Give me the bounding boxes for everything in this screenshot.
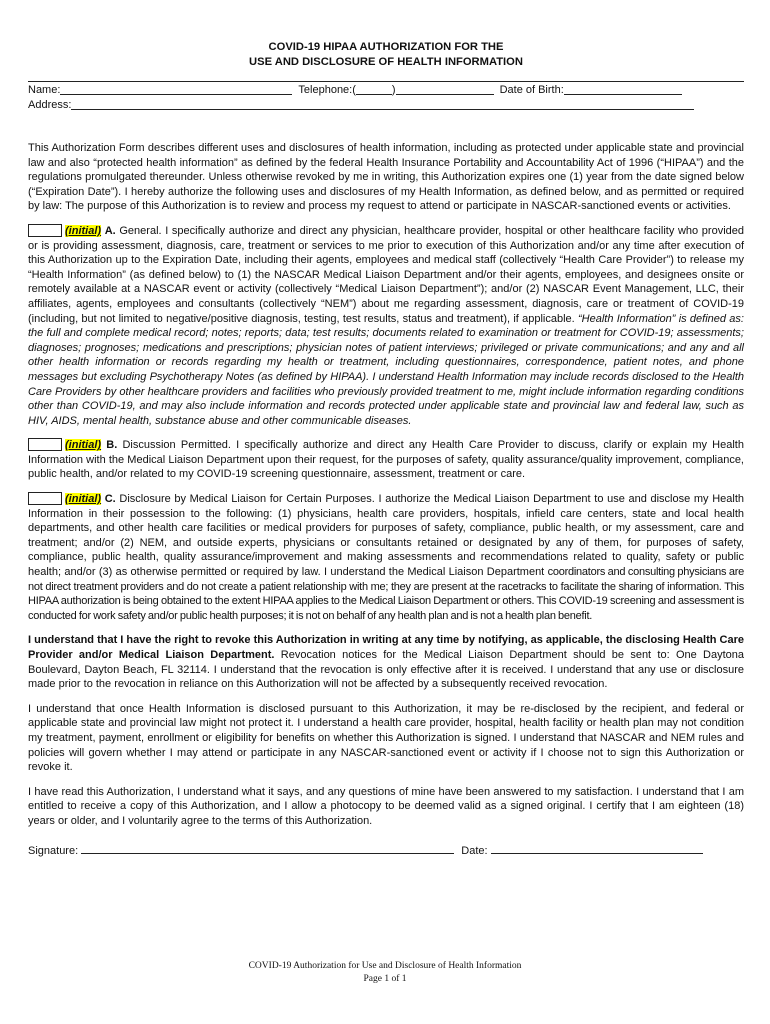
section-a-text: General. I specifically authorize and direct any physician, healthcare provider, hospital or other healthcare facility who provided or is providing assessment, diagnosis, care, treatment or services to me prior to execution of this Authorization and/or any time after execution of this Authorization up to the Expiration Date, including their agents, employees and medical staff (collectively “Health Care Provider”) to release my “Health Information” (as defined below) to (1) the NASCAR Medical Liaison Department and/or their agents, employees, and designees onsite or remotely available at a NASCAR event or activity (collectively “Medical Liaison Department”); and/or (2) NASCAR Event Management, LLC, their affiliates, agents, employees and consultants (collectively “NEM”) about me regarding assessment, diagnosis, care or treatment of COVID-19 (including, but not limited to negative/positive diagnosis, testing, test results, status and treatment), if applicable. bbox=[28, 224, 744, 325]
section-a bbox=[28, 224, 744, 428]
page-footer bbox=[0, 960, 770, 985]
title-line-2: USE AND DISCLOSURE OF HEALTH INFORMATION bbox=[249, 56, 523, 68]
personal-info-fields bbox=[28, 81, 744, 113]
date-field[interactable] bbox=[491, 842, 703, 854]
footer-page-number: Page 1 of 1 bbox=[363, 973, 407, 984]
telephone-area-code-field[interactable] bbox=[356, 83, 392, 95]
section-c bbox=[28, 492, 744, 623]
revocation-details: Revocation notices for the Medical Liaison Department should be sent to: One Daytona Boulevard, Dayton Beach, FL 32114. I understand that the revocation is only effective after it is received. I understand that any use or disclosure made prior to the revocation in reliance on this Authorization will not be affected by a subsequently received revocation. bbox=[28, 649, 744, 691]
initial-label-b: (initial) bbox=[65, 439, 102, 452]
name-phone-dob-row bbox=[28, 83, 744, 98]
section-b bbox=[28, 438, 744, 482]
section-b-label: B. bbox=[106, 439, 118, 452]
acknowledgement-paragraph: I have read this Authorization, I understand what it says, and any questions of mine have been answered to my satisfaction. I understand that I am entitled to receive a copy of this Authorization, and I allow a photocopy to be deemed valid as a signed original. I certify that I am eighteen (18) years or older, and I voluntarily agree to the terms of this Authorization. bbox=[28, 785, 744, 827]
revocation-right-statement: I understand that I have the right to revoke this Authorization in writing at any time by notifying, as applicable, the disclosing Health Care Provider and/or Medical Liaison Department. bbox=[28, 634, 744, 661]
section-a-label: A. bbox=[104, 224, 116, 237]
redisclosure-paragraph: I understand that once Health Information is disclosed pursuant to this Authorization, it may be re-disclosed by the recipient, and federal or applicable state and provincial law might not protect it. I understand a health care provider, hospital, health facility or health plan may not condition my treatment, payment, enrollment or eligibility for benefits on whether this Authorization is signed. I understand that NASCAR and NEM rules and policies will govern whether I may attend or participate in any NASCAR-sanctioned event or activity if I choose not to sign this Authorization or revoke it. bbox=[28, 702, 744, 774]
section-c-label: C. bbox=[104, 493, 116, 506]
address-label: Address: bbox=[28, 99, 72, 111]
name-field[interactable] bbox=[60, 83, 292, 95]
health-information-definition: “Health Information” is defined as: the full and complete medical record; notes; reports; data; test results; documents related to examination or treatment for COVID-19; assessments; diagnoses; prognoses; medications and prescriptions; physician notes of patient interviews; privileged or private communications; and any and all other health information or records regarding my health or treatment, including questionnaires, correspondence, patient notes, and phone messages but excluding Psychotherapy Notes (as defined by HIPAA). I understand Health Information may include records disclosed to the Health Care Providers by other healthcare providers and facilities who previously provided treatment to me, might include information regarding conditions other than COVID-19, and may also include information and records protected under applicable state and provincial law and federal law, such as HIV, AIDS, mental health, substance abuse and other communicable diseases. bbox=[28, 312, 744, 427]
initial-box-b[interactable] bbox=[28, 438, 62, 451]
initial-box-c[interactable] bbox=[28, 492, 62, 505]
section-c-text-continued: coordinators and consulting physicians are not direct treatment providers and do not create a patient relationship with me; they are present at the racetracks to facilitate the sharing of information. This HIPAA authorization is being obtained to the extent HIPAA applies to the Medical Liaison Department or others. This COVID-19 screening and assessment is conducted for work safety and/or public health purposes; it is not on behalf of any health plan and is not a health plan benefit. bbox=[28, 566, 745, 622]
address-row bbox=[28, 98, 744, 113]
telephone-close-paren: ) bbox=[391, 84, 396, 96]
footer-document-name: COVID-19 Authorization for Use and Disclosure of Health Information bbox=[248, 961, 522, 971]
revocation-paragraph bbox=[28, 633, 744, 691]
initial-box-a[interactable] bbox=[28, 224, 62, 237]
initial-label-c: (initial) bbox=[65, 493, 102, 506]
name-label: Name: bbox=[28, 84, 61, 96]
telephone-number-field[interactable] bbox=[396, 83, 494, 95]
signature-field[interactable] bbox=[81, 842, 454, 854]
section-c-text: Disclosure by Medical Liaison for Certain Purposes. I authorize the Medical Liaison Department to use and disclose my Health Information in their possession to the following: (1) physicians, health care providers, hospitals, infield care centers, state and local health departments, and other health care facilities or medical providers for purposes of safety, compliance, public health, or my assessment, care and treatment; and/or (2) NEM, and outside experts, physicians or consultants retained or designated by any of them, for purposes of safety, compliance, public health, quality assurance/improvement and making assessments and recommendations related to quality, safety or public health; and/or (3) as otherwise permitted or required by law. I understand the Medical Liaison Department bbox=[28, 493, 744, 579]
intro-paragraph: This Authorization Form describes different uses and disclosures of health information, including as protected under applicable state and provincial law and also “protected health information” as defined by the federal Health Insurance Portability and Accountability Act of 1996 (“HIPAA”) and the regulations promulgated thereunder. Unless otherwise revoked by me in writing, this Authorization expires one (1) year from the date signed below (“Expiration Date”). I hereby authorize the following uses and disclosures of my Health Information, as defined below, and as permitted or required by law: The purpose of this Authorization is to review and process my request to attend or participate in NASCAR-sanctioned events or activities. bbox=[28, 142, 744, 213]
telephone-label: Telephone:( bbox=[298, 84, 356, 96]
section-b-text: Discussion Permitted. I specifically authorize and direct any Health Care Provider to discuss, clarify or explain my Health Information with the Medical Liaison Department upon their request, for the purposes of safety, quality assurance/quality improvement, compliance, public health, and/or related to my COVID-19 screening questionnaire, assessment, treatment or care. bbox=[28, 439, 744, 481]
title-line-1: COVID-19 HIPAA AUTHORIZATION FOR THE bbox=[268, 41, 504, 53]
initial-label-a: (initial) bbox=[65, 224, 102, 237]
document-page bbox=[28, 40, 744, 858]
date-label: Date: bbox=[461, 844, 488, 857]
dob-label: Date of Birth: bbox=[499, 84, 564, 96]
signature-label: Signature: bbox=[28, 844, 79, 857]
signature-row bbox=[28, 842, 744, 858]
address-field[interactable] bbox=[71, 98, 694, 110]
dob-field[interactable] bbox=[564, 83, 682, 95]
document-title bbox=[28, 40, 744, 70]
